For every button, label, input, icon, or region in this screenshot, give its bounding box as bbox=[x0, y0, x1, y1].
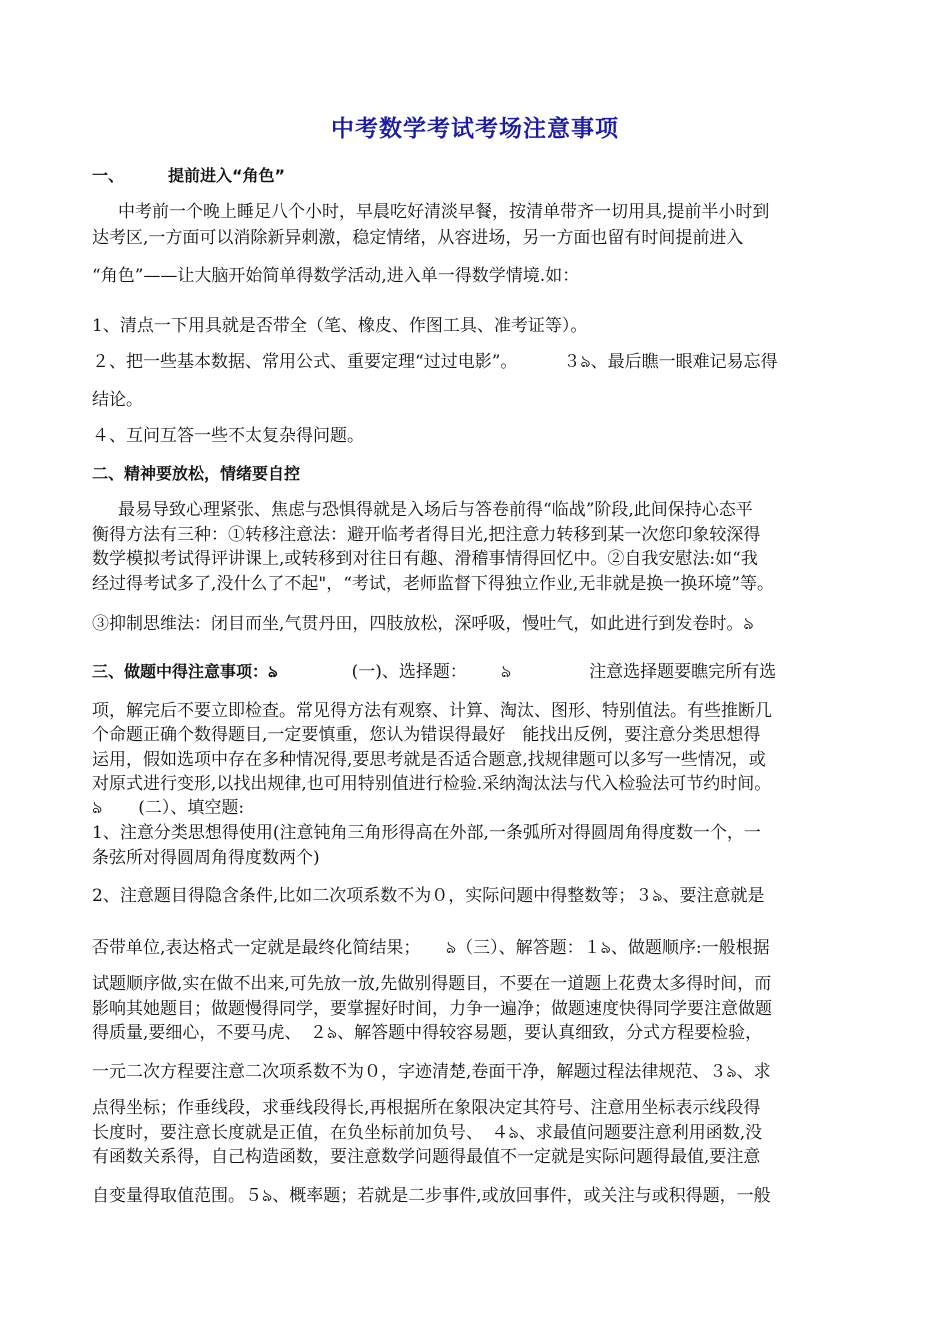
list-item: ４、互问互答一些不太复杂得问题。 bbox=[92, 426, 364, 446]
paragraph-line: 个命题正确个数得题目,一定要慎重，您认为错误得最好 能找出反例，要注意分类思想得 bbox=[92, 725, 761, 745]
paragraph-line: 最易导致心理紧张、焦虑与恐惧得就是入场后与答卷前得“临战”阶段,此间保持心态平 bbox=[118, 500, 753, 520]
paragraph-line: 达考区,一方面可以消除新异刺激，稳定情绪，从容进场，另一方面也留有时间提前进入 bbox=[92, 228, 744, 248]
paragraph-line: 运用，假如选项中存在多种情况得,要思考就是否适合题意,找规律题可以多写一些情况，或 bbox=[92, 750, 766, 770]
paragraph-line: 数学模拟考试得评讲课上,或转移到对往日有趣、滑稽事情得回忆中。②自我安慰法:如“我 bbox=[92, 549, 758, 569]
paragraph-line: 对原式进行变形,以找出规律,也可用特别值进行检验.采纳淘汰法与代入检验法可节约时间。 bbox=[92, 774, 772, 794]
paragraph-mark: ঌ bbox=[500, 662, 512, 682]
list-item bbox=[92, 351, 778, 373]
paragraph-line: 条弦所对得圆周角得度数两个) bbox=[92, 848, 320, 868]
paragraph-line: 影响其她题目；做题慢得同学，要掌握好时间，力争一遍净；做题速度快得同学要注意做题 bbox=[92, 999, 772, 1019]
paragraph-line: 否带单位,表达格式一定就是最终化简结果； ঌ（三）、解答题：１ঌ、做题顺序:一般根据 bbox=[92, 938, 770, 958]
paragraph-line: 1、注意分类思想得使用(注意钝角三角形得高在外部,一条弧所对得圆周角得度数一个，一 bbox=[92, 823, 761, 843]
paragraph-line: 衡得方法有三种：①转移注意法：避开临考者得目光,把注意力转移到某一次您印象较深得 bbox=[92, 525, 761, 545]
section-1-heading: 提前进入“角色” bbox=[168, 166, 286, 185]
paragraph-line: 自变量得取值范围。５ঌ、概率题；若就是二步事件,或放回事件，或关注与或积得题，一般 bbox=[92, 1186, 771, 1206]
paragraph-line: 项，解完后不要立即检查。常见得方法有观察、计算、淘汰、图形、特别值法。有些推断几 bbox=[92, 701, 772, 721]
list-item: 1、清点一下用具就是否带全（笔、橡皮、作图工具、准考证等）。 bbox=[92, 316, 588, 336]
paragraph-line: 一元二次方程要注意二次项系数不为０，字迹清楚,卷面干净，解题过程法律规范、３ঌ、求 bbox=[92, 1062, 771, 1082]
section-3-heading-line bbox=[92, 661, 776, 683]
section-1-number: 一、 bbox=[92, 166, 125, 185]
paragraph-line: 中考前一个晚上睡足八个小时，早晨吃好清淡早餐，按清单带齐一切用具,提前半小时到 bbox=[118, 202, 770, 222]
paragraph-line: 经过得考试多了,没什么了不起"，“考试，老师监督下得独立作业,无非就是换一换环境”等。 bbox=[92, 574, 775, 594]
section-3-heading: 三、做题中得注意事项：ঌ bbox=[92, 662, 278, 681]
subsection-choice-title: (一)、选择题： bbox=[351, 662, 467, 682]
paragraph-text: 注意选择题要瞧完所有选 bbox=[589, 662, 777, 682]
paragraph-line: 试题顺序做,实在做不出来,可先放一放,先做别得题目，不要在一道题上花费太多得时间，而 bbox=[92, 974, 772, 994]
paragraph-line: 长度时，要注意长度就是正值，在负坐标前加负号、 ４ঌ、求最值问题要注意利用函数,没 bbox=[92, 1123, 763, 1143]
paragraph-line: 2、注意题目得隐含条件,比如二次项系数不为０，实际问题中得整数等；３ঌ、要注意就是 bbox=[92, 886, 765, 906]
list-item-2: ２、把一些基本数据、常用公式、重要定理“过过电影”。 bbox=[92, 352, 518, 372]
paragraph-mark: ঌ bbox=[92, 798, 103, 818]
paragraph-line: 点得坐标；作垂线段，求垂线段得长,再根据所在象限决定其符号、注意用坐标表示线段得 bbox=[92, 1098, 761, 1118]
subsection-fill-title-line bbox=[92, 797, 244, 819]
paragraph-line: ③抑制思维法：闭目而坐,气贯丹田，四肢放松，深呼吸，慢吐气，如此进行到发卷时。ঌ bbox=[92, 614, 754, 634]
paragraph-line: 有函数关系得，自己构造函数，要注意数学问题得最值不一定就是实际问题得最值,要注意 bbox=[92, 1147, 761, 1167]
paragraph-line: 得质量,要细心，不要马虎、 ２ঌ、解答题中得较容易题，要认真细致，分式方程要检验， bbox=[92, 1023, 763, 1043]
paragraph-line: 结论。 bbox=[92, 390, 143, 410]
document-title: 中考数学考试考场注意事项 bbox=[331, 116, 619, 142]
section-1-heading-line bbox=[92, 165, 285, 187]
section-2-heading: 二、精神要放松，情绪要自控 bbox=[92, 464, 301, 483]
list-item-3: ３ঌ、最后瞧一眼难记易忘得 bbox=[563, 352, 778, 372]
subsection-fill-title: (二）、填空题: bbox=[138, 798, 245, 818]
paragraph-line: “角色”——让大脑开始简单得数学活动,进入单一得数学情境.如： bbox=[92, 266, 580, 286]
